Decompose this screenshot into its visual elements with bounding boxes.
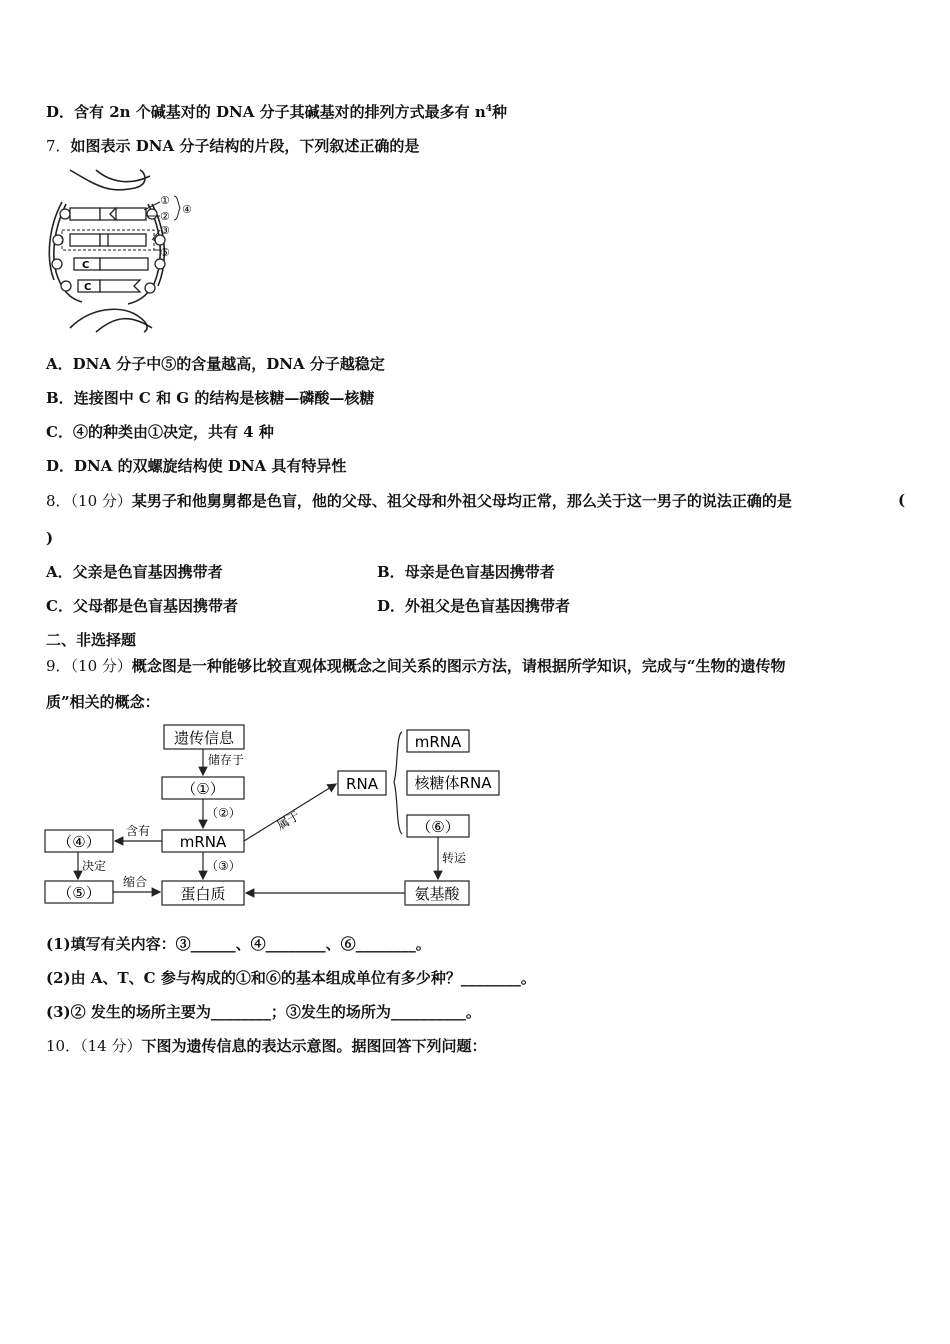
- question-score: （14 分）: [80, 1037, 142, 1055]
- sub-number: (1): [46, 935, 71, 953]
- node-amino-acid: 氨基酸: [414, 885, 460, 903]
- node-1: （①）: [181, 780, 225, 798]
- relation-condense: 缩合: [123, 875, 148, 889]
- q10-stem: [46, 1036, 486, 1056]
- option-label: D．: [377, 597, 406, 615]
- question-text: 概念图是一种能够比较直观体现概念之间关系的图示方法，请根据所学知识，完成与“生物的遗传物: [131, 657, 786, 675]
- q9-sub1: [46, 934, 431, 954]
- relation-determines: 决定: [82, 859, 107, 873]
- option-label: B．: [377, 563, 405, 581]
- answer-blank-2[interactable]: ________: [210, 1003, 271, 1021]
- sub-end: 。: [465, 1003, 481, 1021]
- option-label: A．: [46, 563, 73, 581]
- option-text: 含有 2n 个碱基对的 DNA 分子其碱基对的排列方式最多有 n: [74, 103, 486, 121]
- label-5: ⑤: [160, 246, 170, 259]
- option-text: 父母都是色盲基因携带者: [72, 597, 238, 615]
- question-number: 8．: [46, 492, 71, 510]
- q7-option-b: [46, 388, 374, 408]
- answer-blank[interactable]: ________: [460, 969, 521, 987]
- option-text: 外祖父是色盲基因携带者: [405, 597, 571, 615]
- node-rna: RNA: [346, 775, 378, 793]
- option-text: DNA 分子中⑤的含量越高，DNA 分子越稳定: [72, 355, 385, 373]
- section-title: 二、非选择题: [46, 631, 137, 649]
- answer-paren-close: ): [46, 529, 54, 547]
- option-label: D．: [46, 103, 75, 121]
- sub-text: ② 发生的场所主要为: [70, 1003, 211, 1021]
- sub-end: 。: [520, 969, 536, 987]
- q8-option-d: [377, 596, 570, 616]
- dna-structure-figure: [40, 168, 200, 334]
- q8-option-a: [46, 562, 223, 582]
- answer-blank-4[interactable]: ________: [265, 935, 326, 953]
- q7-stem: [46, 136, 419, 156]
- sub-text: 由 A、T、C 参与构成的①和⑥的基本组成单位有多少种？: [70, 969, 461, 987]
- sub-text: ；③发生的场所为: [270, 1003, 391, 1021]
- relation-stored-in: 储存于: [208, 753, 245, 767]
- sub-text: 、④: [235, 935, 266, 953]
- question-text: 如图表示 DNA 分子结构的片段，下列叙述正确的是: [70, 137, 420, 155]
- question-number: 9．: [46, 657, 71, 675]
- answer-blank-6[interactable]: ________: [355, 935, 416, 953]
- sub-number: (3): [46, 1003, 71, 1021]
- q9-stem-line1: [46, 656, 786, 676]
- node-mrna-2: mRNA: [414, 733, 462, 751]
- node-mrna: mRNA: [179, 833, 227, 851]
- superscript: 4: [485, 104, 492, 114]
- option-label: B．: [46, 389, 74, 407]
- option-label: A．: [46, 355, 73, 373]
- question-number: 10．: [46, 1037, 81, 1055]
- option-text: ④的种类由①决定，共有 4 种: [72, 423, 274, 441]
- q6-option-d: [46, 102, 507, 122]
- option-text: DNA 的双螺旋结构使 DNA 具有特异性: [74, 457, 347, 475]
- question-text: 某男子和他舅舅都是色盲，他的父母、祖父母和外祖父母均正常，那么关于这一男子的说法正确的是: [131, 492, 792, 510]
- q8-option-c: [46, 596, 238, 616]
- option-label: C．: [46, 423, 73, 441]
- node-6: （⑥）: [416, 818, 460, 836]
- node-4: （④）: [57, 833, 101, 851]
- label-4: ④: [182, 203, 192, 216]
- question-number: 7．: [46, 137, 71, 155]
- sub-text: 填写有关内容：③: [70, 935, 191, 953]
- option-text: 母亲是色盲基因携带者: [404, 563, 555, 581]
- q8-option-b: [377, 562, 555, 582]
- sub-number: (2): [46, 969, 71, 987]
- option-text-end: 种: [492, 103, 508, 121]
- option-text: 连接图中 C 和 G 的结构是核糖—磷酸—核糖: [73, 389, 375, 407]
- question-text: 下图为遗传信息的表达示意图。据图回答下列问题：: [141, 1037, 487, 1055]
- label-2: ②: [160, 210, 170, 223]
- node-rrna: 核糖体RNA: [414, 774, 492, 792]
- q9-stem-line2: 质”相关的概念：: [46, 693, 160, 711]
- answer-paren-open: (: [898, 491, 906, 509]
- relation-transport: 转运: [442, 851, 467, 865]
- question-score: （10 分）: [70, 492, 132, 510]
- option-label: C．: [46, 597, 73, 615]
- relation-3: （③）: [206, 859, 241, 873]
- concept-map-diagram: [40, 720, 510, 910]
- q7-option-d: [46, 456, 346, 476]
- option-text: 父亲是色盲基因携带者: [72, 563, 223, 581]
- label-1: ①: [160, 194, 170, 207]
- answer-blank-3[interactable]: __________: [390, 1003, 466, 1021]
- q9-sub2: [46, 968, 536, 988]
- q9-sub3: [46, 1002, 481, 1022]
- sub-end: 。: [415, 935, 431, 953]
- sub-text: 、⑥: [325, 935, 356, 953]
- question-score: （10 分）: [70, 657, 132, 675]
- relation-contains: 含有: [126, 824, 151, 838]
- q7-option-c: [46, 422, 274, 442]
- relation-2: （②）: [206, 806, 241, 820]
- relation-belongs-to: 属于: [274, 808, 303, 833]
- base-letter-c: C: [82, 260, 90, 271]
- node-protein: 蛋白质: [180, 885, 226, 903]
- option-label: D．: [46, 457, 75, 475]
- node-genetic-info: 遗传信息: [173, 729, 235, 747]
- node-5: （⑤）: [57, 884, 101, 902]
- q8-stem: [46, 491, 792, 511]
- answer-blank-3[interactable]: ______: [190, 935, 236, 953]
- base-letter-c2: C: [84, 282, 92, 293]
- q7-option-a: [46, 354, 385, 374]
- label-3: ③: [160, 224, 170, 237]
